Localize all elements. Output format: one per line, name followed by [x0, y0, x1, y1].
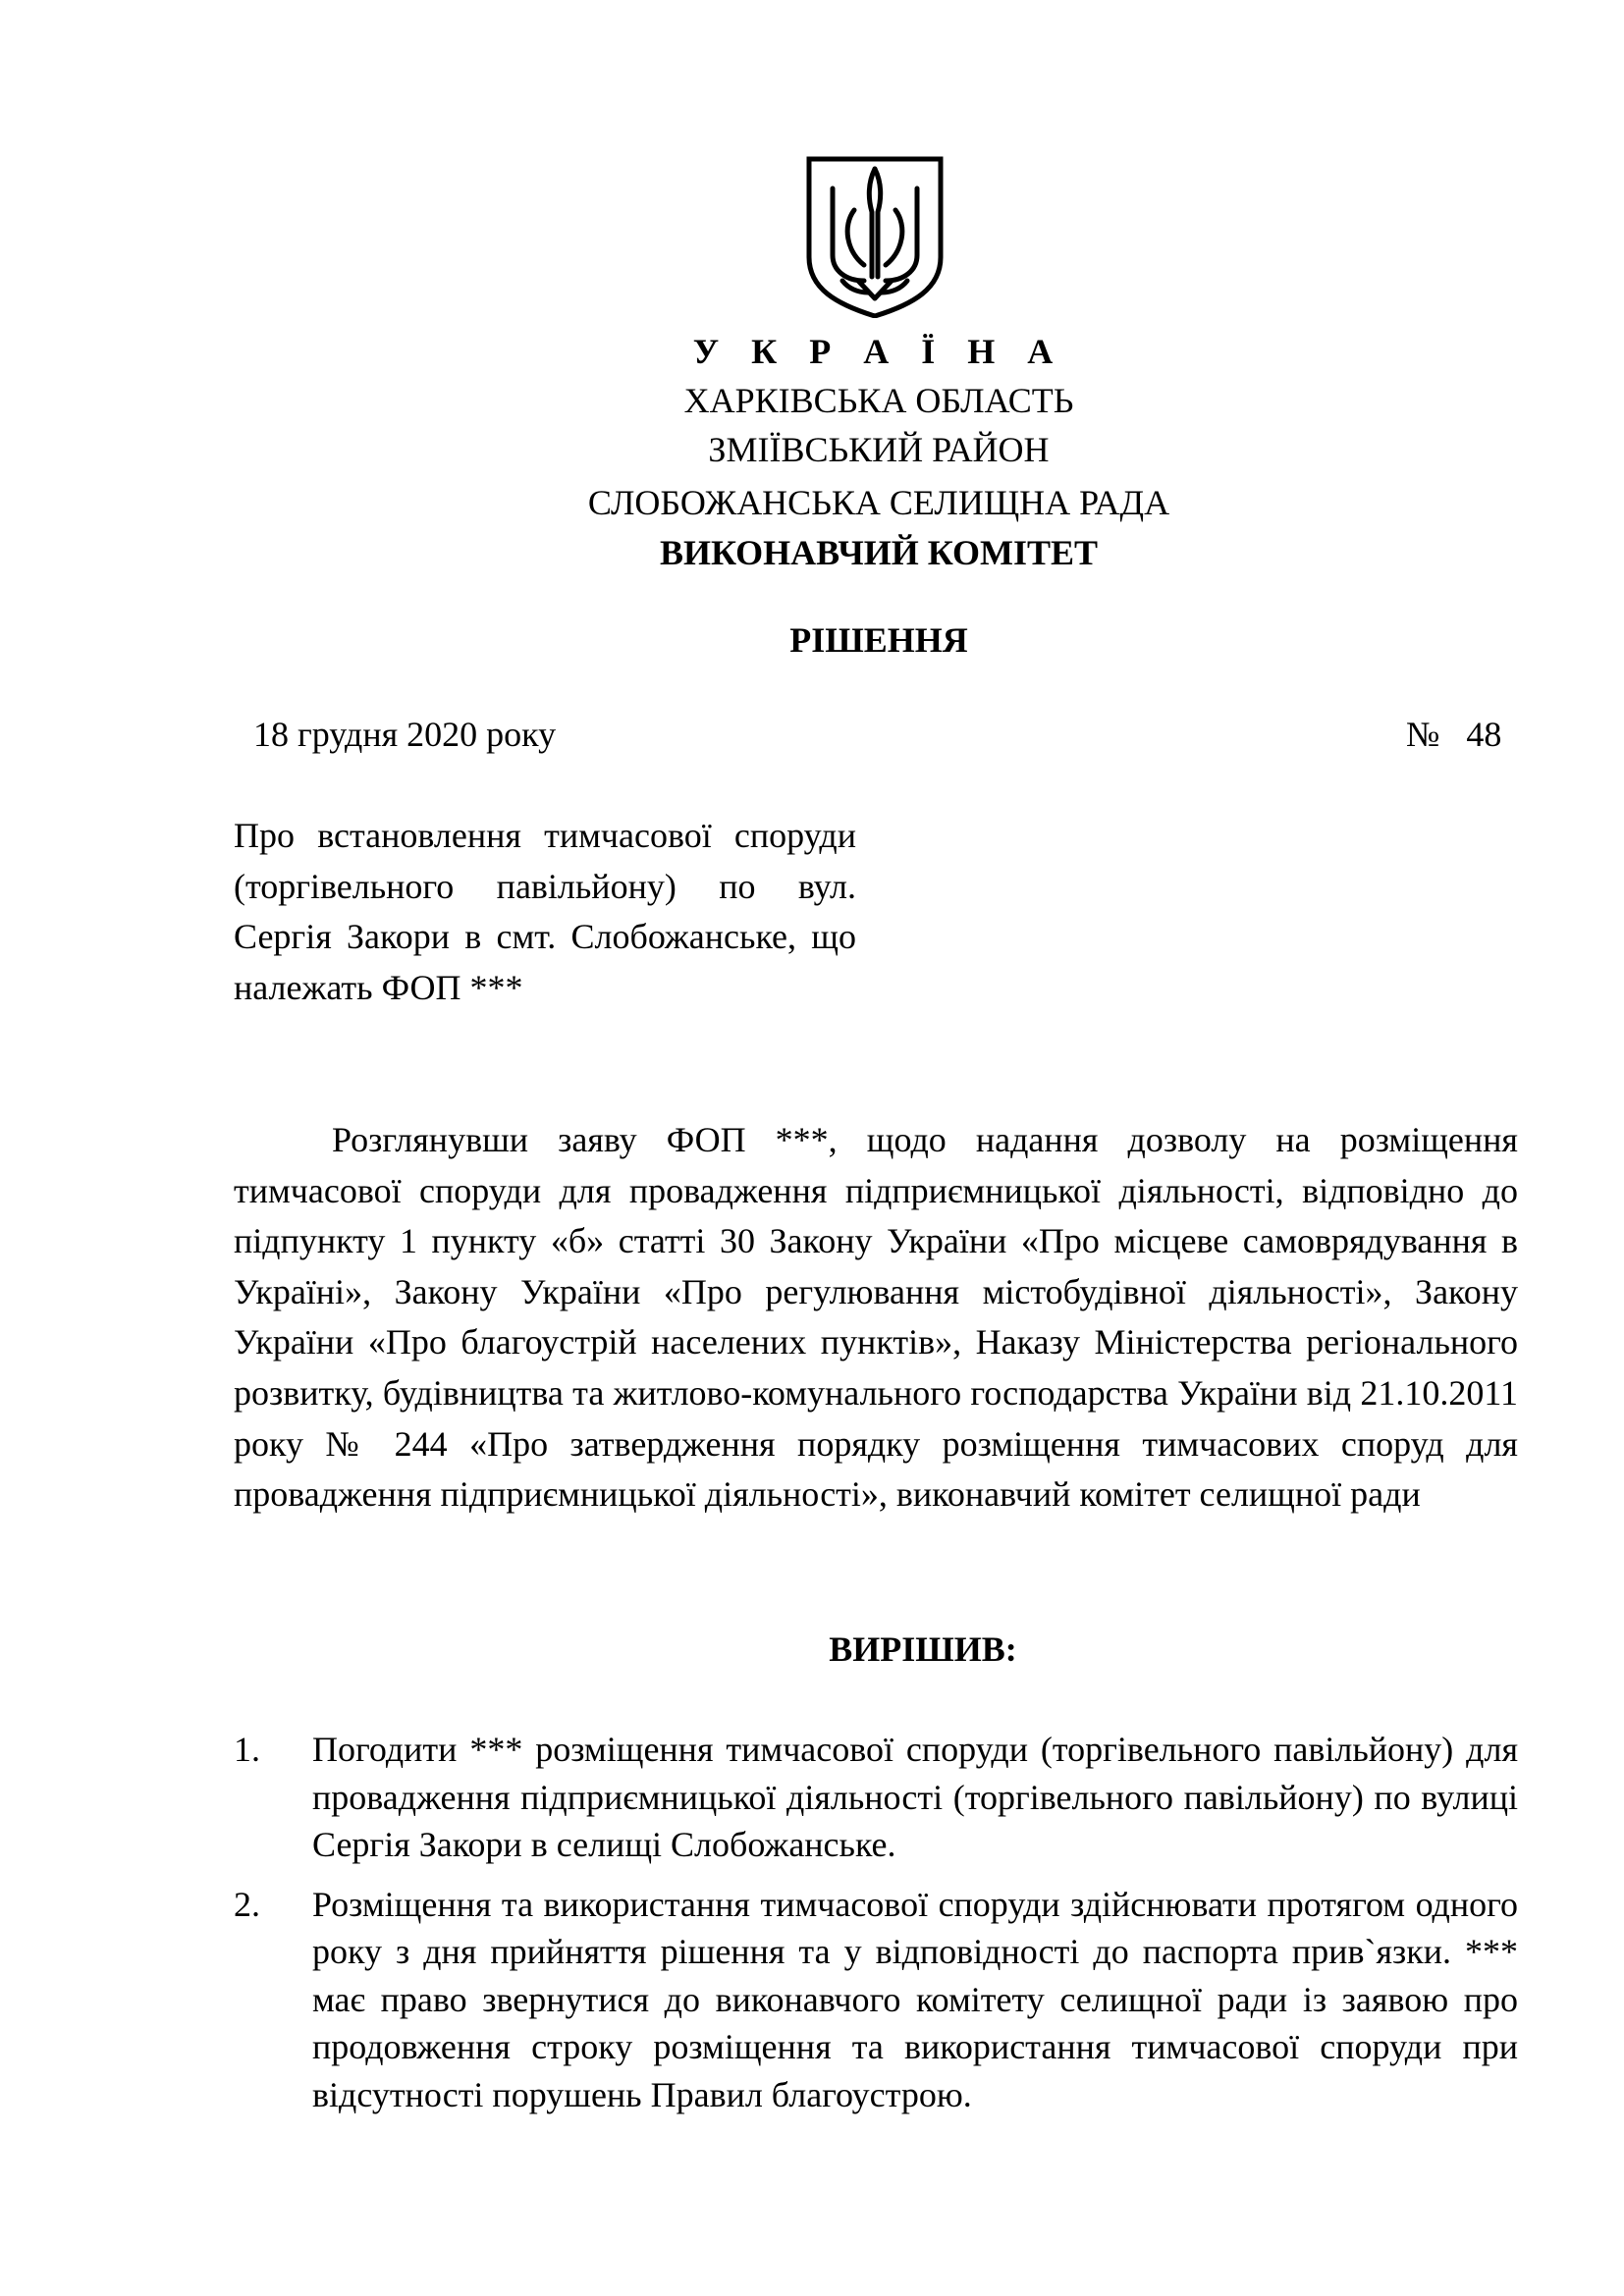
resolution-item-1 — [234, 1726, 1518, 1869]
resolve-heading: ВИРІШИВ: — [829, 1629, 1017, 1669]
decision-title: РІШЕННЯ — [789, 620, 968, 660]
resolution-item-2 — [234, 1881, 1518, 2119]
resolution-items — [234, 1726, 1518, 2130]
district-name: ЗМІЇВСЬКИЙ РАЙОН — [708, 430, 1050, 469]
item-text: Погодити *** розміщення тимчасової споруди (торгівельного павільйону) для провадження підприємницької діяльності (торгівельного павільйону) по вулиці Сергія Закори в селищі Слобожанське. — [312, 1730, 1518, 1864]
decision-number: № 48 — [1406, 715, 1502, 754]
committee-name: ВИКОНАВЧИЙ КОМІТЕТ — [659, 533, 1099, 572]
preamble-paragraph: Розглянувши заяву ФОП ***, щодо надання дозволу на розміщення тимчасової споруди для провадження підприємницької діяльності, відповідно до підпункту 1 пункту «б» статті 30 Закону України «Про місцеве самоврядування в Україні», Закону України «Про регулювання містобудівної діяльності», Закону України «Про благоустрій населених пунктів», Наказу Міністерства регіонального розвитку, будівництва та житлово-комунального господарства України від 21.10.2011 року № 244 «Про затвердження порядку розміщення тимчасових споруд для провадження підприємницької діяльності», виконавчий комітет селищної ради — [234, 1120, 1518, 1515]
tryzub-coat-of-arms-icon — [803, 155, 947, 318]
item-number: 1. — [234, 1730, 260, 1769]
item-text: Розміщення та використання тимчасової споруди здійснювати протягом одного року з дня прийняття рішення та у відповідності до паспорта прив`язки. *** має право звернутися до виконавчого комітету селищної ради із заявою про продовження строку розміщення та використання тимчасової споруди при відсутності порушень Правил благоустрою. — [312, 1884, 1518, 2114]
country-name: У К Р А Ї Н А — [692, 332, 1065, 371]
region-name: ХАРКІВСЬКА ОБЛАСТЬ — [683, 381, 1074, 420]
decision-subject: Про встановлення тимчасової споруди (торгівельного павільйону) по вул. Сергія Закори в смт. Слобожанське, що належать ФОП *** — [234, 816, 856, 1007]
decision-date: 18 грудня 2020 року — [253, 715, 557, 754]
council-name: СЛОБОЖАНСЬКА СЕЛИЩНА РАДА — [587, 483, 1170, 522]
item-number: 2. — [234, 1884, 260, 1924]
